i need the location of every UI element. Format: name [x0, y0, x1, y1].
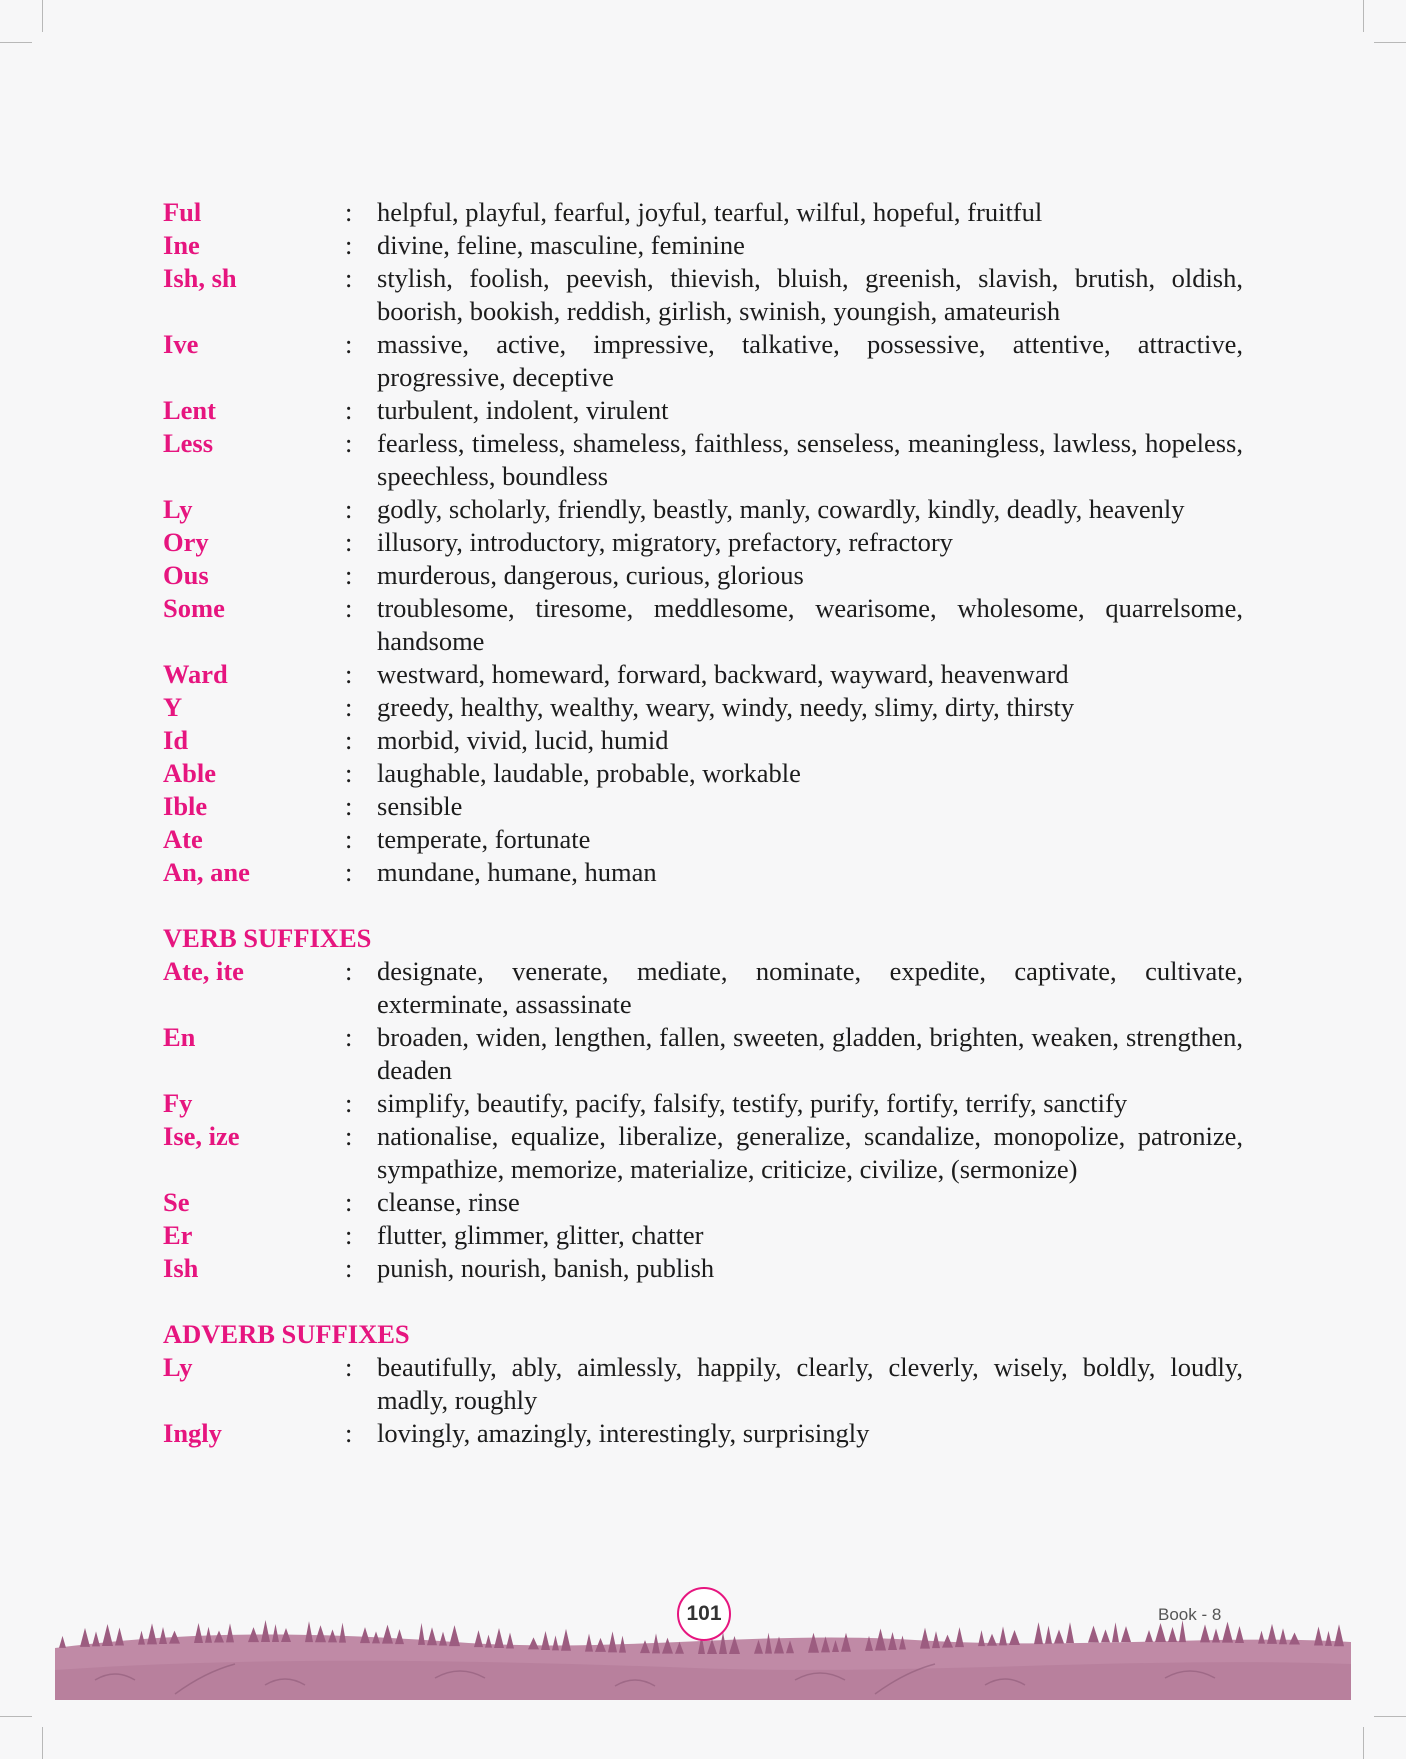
separator-colon: :: [345, 692, 353, 722]
example-words: helpful, playful, fearful, joyful, tearful, wilful, hopeful, fruitful: [377, 197, 1043, 227]
example-words: designate, venerate, mediate, nominate, expedite, captivate, cultivate, exterminate, assassinate: [377, 956, 1243, 1019]
suffix-row: [163, 1087, 1243, 1120]
suffix-term: Ward: [163, 659, 228, 689]
separator-colon: :: [345, 758, 353, 788]
tree-icon: [1212, 1628, 1220, 1642]
separator-colon: :: [345, 791, 353, 821]
tree-icon: [147, 1623, 157, 1644]
suffix-term: An, ane: [163, 857, 250, 887]
tree-icon: [1066, 1622, 1074, 1643]
suffix-row: [163, 658, 1243, 691]
tree-icon: [552, 1635, 559, 1650]
tree-icon: [942, 1635, 953, 1648]
example-words: stylish, foolish, peevish, thievish, bluish, greenish, slavish, brutish, oldish, boorish, bookish, reddish, girlish, swinish, youngish, amateurish: [377, 263, 1243, 326]
suffix-term: Lent: [163, 395, 216, 425]
suffix-row: [163, 691, 1243, 724]
crop-mark: [1374, 42, 1406, 43]
suffix-term: Able: [163, 758, 216, 788]
tree-icon: [449, 1625, 460, 1646]
crop-mark: [1363, 1727, 1364, 1759]
tree-icon: [115, 1628, 124, 1646]
tree-icon: [395, 1629, 404, 1644]
tree-icon: [315, 1625, 326, 1642]
tree-icon: [1088, 1626, 1099, 1643]
tree-icon: [382, 1625, 393, 1644]
separator-colon: :: [345, 1022, 353, 1052]
separator-colon: :: [345, 1352, 353, 1382]
suffix-row: [163, 394, 1243, 427]
separator-colon: :: [345, 230, 353, 260]
suffix-row: [163, 559, 1243, 592]
separator-colon: :: [345, 725, 353, 755]
tree-icon: [439, 1632, 447, 1646]
tree-icon: [159, 1627, 167, 1644]
suffix-row: [163, 592, 1243, 658]
separator-colon: :: [345, 395, 353, 425]
tree-icon: [955, 1627, 964, 1647]
tree-icon: [932, 1631, 940, 1648]
tree-icon: [474, 1630, 483, 1647]
example-words: divine, feline, masculine, feminine: [377, 230, 745, 260]
tree-icon: [272, 1624, 279, 1642]
tree-icon: [226, 1623, 234, 1642]
tree-icon: [978, 1630, 985, 1646]
example-words: massive, active, impressive, talkative, possessive, attentive, attractive, progressive, deceptive: [377, 329, 1243, 392]
tree-icon: [585, 1634, 593, 1652]
example-words: fearless, timeless, shameless, faithless, senseless, meaningless, lawless, hopeless, speechless, boundless: [377, 428, 1243, 491]
tree-icon: [1045, 1626, 1052, 1644]
tree-icon: [506, 1632, 514, 1648]
separator-colon: :: [345, 1418, 353, 1448]
example-words: temperate, fortunate: [377, 824, 591, 854]
suffix-content: [163, 196, 1243, 1450]
tree-icon: [920, 1628, 930, 1649]
tree-icon: [1200, 1624, 1210, 1642]
adverb-suffix-list: [163, 1351, 1243, 1450]
page-number: 101: [677, 1587, 731, 1641]
suffix-term: Ly: [163, 1352, 193, 1382]
tree-icon: [1145, 1630, 1153, 1642]
example-words: punish, nourish, banish, publish: [377, 1253, 715, 1283]
suffix-row: [163, 229, 1243, 262]
tree-icon: [1168, 1627, 1177, 1642]
example-words: godly, scholarly, friendly, beastly, manly, cowardly, kindly, deadly, heavenly: [377, 494, 1185, 524]
tree-icon: [418, 1623, 425, 1645]
tree-icon: [1054, 1629, 1064, 1643]
tree-icon: [1155, 1623, 1166, 1642]
example-words: cleanse, rinse: [377, 1187, 520, 1217]
tree-icon: [1334, 1624, 1344, 1646]
separator-colon: :: [345, 1187, 353, 1217]
adjective-suffix-list: [163, 196, 1243, 889]
example-words: illusory, introductory, migratory, prefactory, refractory: [377, 527, 953, 557]
tree-icon: [1121, 1626, 1131, 1642]
suffix-term: Ate: [163, 824, 203, 854]
tree-icon: [138, 1631, 145, 1645]
suffix-row: [163, 823, 1243, 856]
tree-icon: [1258, 1631, 1265, 1644]
separator-colon: :: [345, 1220, 353, 1250]
separator-colon: :: [345, 824, 353, 854]
suffix-term: Y: [163, 692, 183, 722]
suffix-row: [163, 1120, 1243, 1186]
suffix-row: [163, 757, 1243, 790]
example-words: turbulent, indolent, virulent: [377, 395, 669, 425]
tree-icon: [561, 1629, 571, 1651]
separator-colon: :: [345, 263, 353, 293]
tree-icon: [1289, 1633, 1300, 1645]
tree-icon: [485, 1635, 492, 1648]
adverb-suffixes-heading: ADVERB SUFFIXES: [163, 1319, 410, 1349]
suffix-term: Ible: [163, 791, 208, 821]
crop-mark: [0, 1716, 32, 1717]
suffix-row: [163, 955, 1243, 1021]
suffix-term: Fy: [163, 1088, 193, 1118]
tree-icon: [1279, 1628, 1287, 1644]
tree-icon: [999, 1626, 1007, 1645]
suffix-term: Ous: [163, 560, 209, 590]
tree-icon: [1325, 1631, 1332, 1646]
suffix-row: [163, 724, 1243, 757]
example-words: greedy, healthy, wealthy, weary, windy, needy, slimy, dirty, thirsty: [377, 692, 1075, 722]
suffix-term: Ful: [163, 197, 202, 227]
example-words: simplify, beautify, pacify, falsify, testify, purify, fortify, terrify, sanctify: [377, 1088, 1128, 1118]
suffix-row: [163, 196, 1243, 229]
suffix-row: [163, 262, 1243, 328]
suffix-term: Er: [163, 1220, 193, 1250]
example-words: mundane, humane, human: [377, 857, 657, 887]
separator-colon: :: [345, 956, 353, 986]
suffix-term: Se: [163, 1187, 190, 1217]
suffix-term: Ish, sh: [163, 263, 237, 293]
tree-icon: [427, 1627, 437, 1645]
example-words: laughable, laudable, probable, workable: [377, 758, 801, 788]
example-words: lovingly, amazingly, interestingly, surprisingly: [377, 1418, 870, 1448]
crop-mark: [42, 0, 43, 32]
example-words: morbid, vivid, lucid, humid: [377, 725, 669, 755]
suffix-row: [163, 790, 1243, 823]
suffix-term: Id: [163, 725, 189, 755]
example-words: westward, homeward, forward, backward, wayward, heavenward: [377, 659, 1069, 689]
tree-icon: [1034, 1622, 1043, 1644]
tree-icon: [205, 1627, 212, 1643]
example-words: beautifully, ably, aimlessly, happily, clearly, cleverly, wisely, boldly, loudly, madly, roughly: [377, 1352, 1243, 1415]
separator-colon: :: [345, 329, 353, 359]
example-words: murderous, dangerous, curious, glorious: [377, 560, 804, 590]
tree-icon: [1222, 1622, 1233, 1643]
example-words: flutter, glimmer, glitter, chatter: [377, 1220, 704, 1250]
book-label: Book - 8: [1158, 1605, 1222, 1624]
crop-mark: [0, 42, 32, 43]
suffix-term: Ive: [163, 329, 199, 359]
separator-colon: :: [345, 1253, 353, 1283]
suffix-row: [163, 427, 1243, 493]
tree-icon: [608, 1631, 617, 1652]
separator-colon: :: [345, 857, 353, 887]
suffix-term: Ate, ite: [163, 956, 244, 986]
separator-colon: :: [345, 197, 353, 227]
suffix-term: En: [163, 1022, 196, 1052]
tree-icon: [1112, 1622, 1119, 1642]
suffix-term: Ine: [163, 230, 200, 260]
separator-colon: :: [345, 494, 353, 524]
suffix-row: [163, 328, 1243, 394]
suffix-row: [163, 1351, 1243, 1417]
separator-colon: :: [345, 659, 353, 689]
suffix-row: [163, 856, 1243, 889]
tree-icon: [339, 1623, 346, 1643]
verb-suffixes-heading: VERB SUFFIXES: [163, 923, 372, 953]
suffix-row: [163, 1219, 1243, 1252]
tree-icon: [59, 1636, 66, 1648]
tree-icon: [494, 1628, 504, 1648]
tree-icon: [1009, 1630, 1020, 1645]
separator-colon: :: [345, 1088, 353, 1118]
crop-mark: [1374, 1716, 1406, 1717]
suffix-term: Ly: [163, 494, 193, 524]
tree-icon: [1101, 1629, 1110, 1642]
suffix-row: [163, 1417, 1243, 1450]
separator-colon: :: [345, 428, 353, 458]
tree-icon: [1314, 1626, 1323, 1645]
suffix-term: Ingly: [163, 1418, 222, 1448]
tree-icon: [305, 1621, 313, 1642]
example-words: nationalise, equalize, liberalize, generalize, scandalize, monopolize, patronize, sympathize, memorize, materialize, criticize, civilize, (sermonize): [377, 1121, 1243, 1184]
separator-colon: :: [345, 1121, 353, 1151]
example-words: troublesome, tiresome, meddlesome, wearisome, wholesome, quarrelsome, handsome: [377, 593, 1243, 656]
suffix-row: [163, 1252, 1243, 1285]
verb-suffix-list: [163, 955, 1243, 1285]
example-words: broaden, widen, lengthen, fallen, sweeten, gladden, brighten, weaken, strengthen, deaden: [377, 1022, 1243, 1085]
suffix-row: [163, 1021, 1243, 1087]
tree-icon: [360, 1627, 370, 1643]
suffix-term: Ory: [163, 527, 209, 557]
suffix-row: [163, 1186, 1243, 1219]
suffix-term: Less: [163, 428, 214, 458]
suffix-term: Ise, ize: [163, 1121, 240, 1151]
suffix-row: [163, 526, 1243, 559]
separator-colon: :: [345, 560, 353, 590]
tree-icon: [987, 1634, 997, 1646]
tree-icon: [528, 1637, 539, 1649]
tree-icon: [102, 1624, 113, 1646]
tree-icon: [1235, 1626, 1244, 1643]
tree-icon: [92, 1631, 100, 1646]
crop-mark: [42, 1727, 43, 1759]
separator-colon: :: [345, 593, 353, 623]
tree-icon: [541, 1631, 550, 1650]
tree-icon: [1267, 1624, 1277, 1644]
suffix-term: Some: [163, 593, 225, 623]
tree-icon: [194, 1623, 203, 1643]
example-words: sensible: [377, 791, 463, 821]
crop-mark: [1363, 0, 1364, 32]
suffix-row: [163, 493, 1243, 526]
tree-icon: [261, 1620, 270, 1642]
separator-colon: :: [345, 527, 353, 557]
tree-icon: [80, 1628, 90, 1647]
suffix-term: Ish: [163, 1253, 199, 1283]
